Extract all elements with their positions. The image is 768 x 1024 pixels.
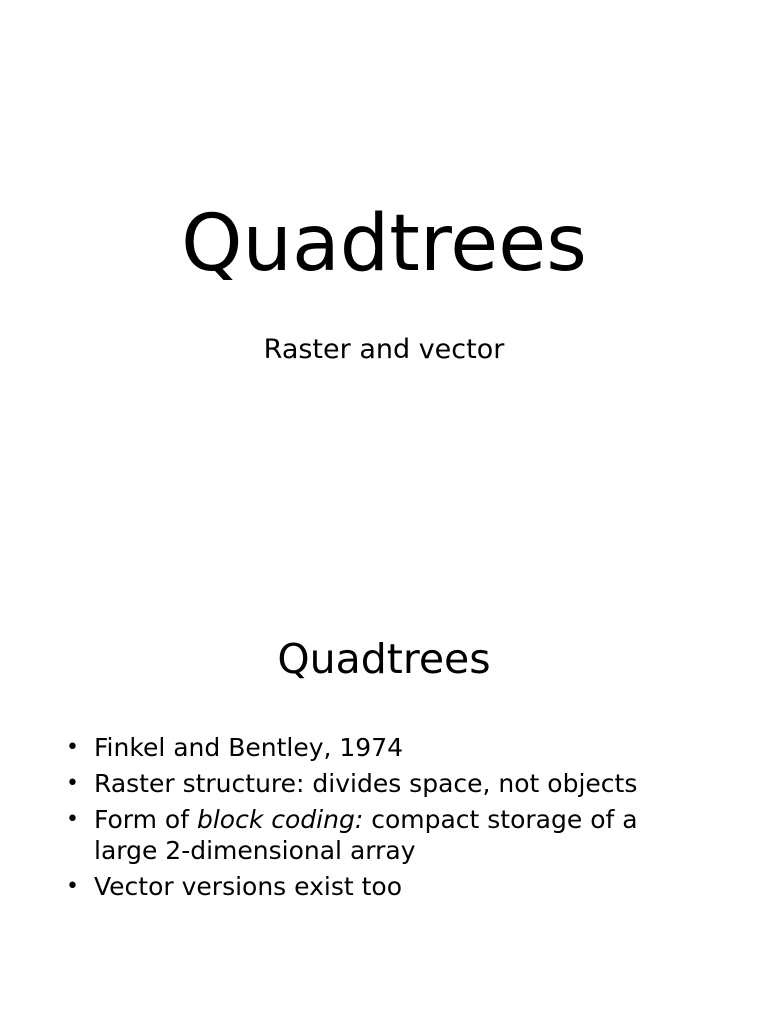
slide-title-heading: Quadtrees bbox=[181, 199, 587, 289]
bullet-item bbox=[64, 871, 704, 902]
slide-content-heading: Quadtrees bbox=[277, 635, 491, 683]
slide-subtitle: Raster and vector bbox=[263, 334, 505, 365]
bullet-marker: • bbox=[66, 874, 79, 899]
bullet-text: Raster structure: divides space, not objects bbox=[94, 769, 638, 798]
bullet-text-prefix: Form of bbox=[94, 805, 197, 834]
bullet-text-emphasis: block coding: bbox=[196, 805, 364, 834]
bullet-list bbox=[64, 732, 704, 907]
bullet-item bbox=[64, 732, 704, 763]
bullet-text: Finkel and Bentley, 1974 bbox=[94, 733, 404, 762]
bullet-text-suffix: compact storage of a large 2-dimensional array bbox=[94, 805, 638, 865]
bullet-marker: • bbox=[66, 771, 79, 796]
bullet-marker: • bbox=[66, 735, 79, 760]
bullet-item bbox=[64, 768, 704, 799]
bullet-marker: • bbox=[66, 807, 79, 832]
bullet-item bbox=[64, 804, 704, 866]
bullet-text: Vector versions exist too bbox=[94, 872, 402, 901]
slide-content bbox=[0, 512, 768, 1024]
